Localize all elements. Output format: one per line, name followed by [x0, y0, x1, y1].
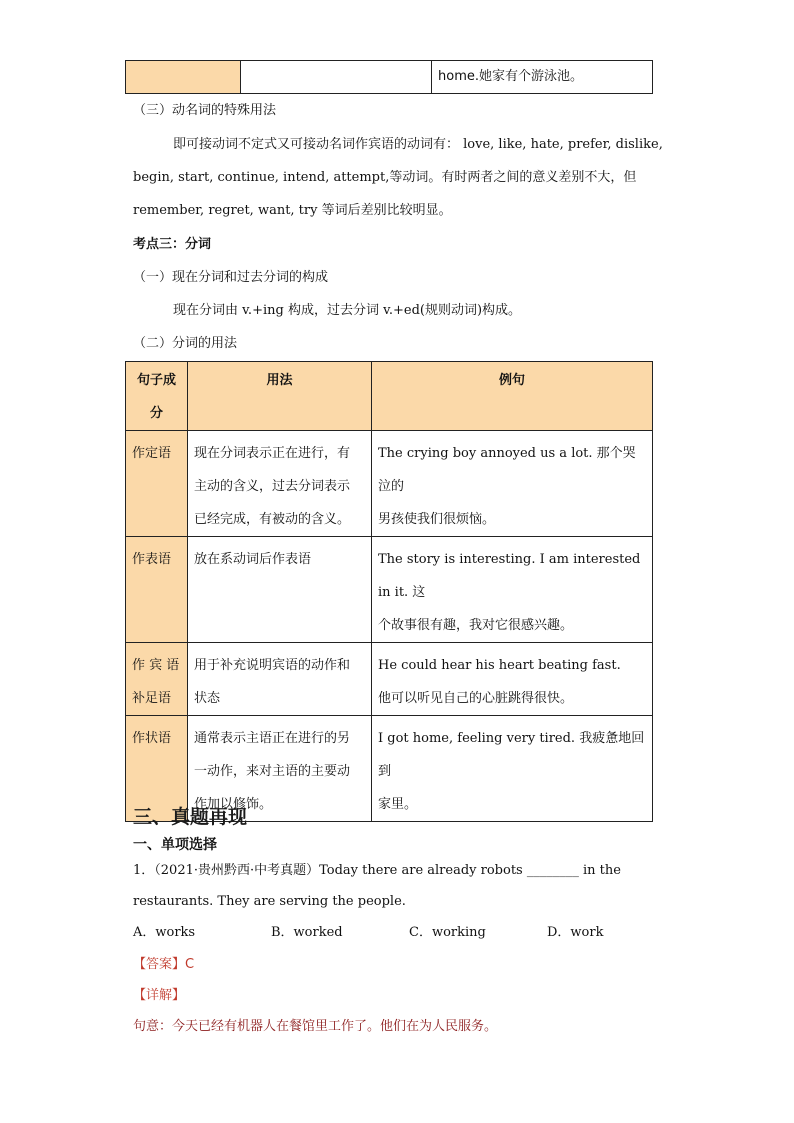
option-b: B．worked [271, 925, 343, 940]
answer-value: C [185, 957, 195, 972]
top-table [125, 60, 653, 94]
subheading-single-choice: 一、单项选择 [133, 837, 217, 853]
section-heading-gerund: （三）动名词的特殊用法 [133, 103, 277, 118]
sentence-meaning: 句意：今天已经有机器人在餐馆里工作了。他们在为人民服务。 [133, 1019, 498, 1034]
top-table-cell-1 [126, 61, 241, 94]
row-example: He could hear his heart beating fast. 他可以听见自己的心脏跳得很快。 [372, 643, 653, 716]
top-table-cell-2 [241, 61, 432, 94]
row-usage: 用于补充说明宾语的动作和 状态 [188, 643, 372, 716]
table-row [126, 431, 653, 537]
answer-row [133, 955, 194, 975]
point-heading: 考点三：分词 [133, 237, 212, 252]
row-role: 作状语 [126, 716, 188, 822]
paragraph-line-2: begin, start, continue, intend, attempt,等动词。有时两者之间的意义差别不大，但 [133, 170, 637, 185]
header-usage: 用法 [188, 362, 372, 431]
row-role: 作定语 [126, 431, 188, 537]
paragraph-line-1: 即可接动词不定式又可接动名词作宾语的动词有： love, like, hate, prefer, dislike, [173, 137, 663, 152]
usage-table [125, 361, 653, 822]
usage-table-header-row [126, 362, 653, 431]
section-heading-real-exam: 三、真题再现 [133, 806, 248, 828]
row-usage: 通常表示主语正在进行的另 一动作，来对主语的主要动 作加以修饰。 [188, 716, 372, 822]
row-usage: 现在分词表示正在进行，有 主动的含义，过去分词表示 已经完成，有被动的含义。 [188, 431, 372, 537]
table-row [126, 537, 653, 643]
row-example: The story is interesting. I am interested in it. 这 个故事很有趣，我对它很感兴趣。 [372, 537, 653, 643]
question-line-1: 1．（2021·贵州黔西·中考真题）Today there are already robots ________ in the [133, 863, 621, 878]
row-role: 作表语 [126, 537, 188, 643]
formation-text: 现在分词由 v.+ing 构成，过去分词 v.+ed(规则动词)构成。 [173, 303, 522, 318]
option-d: D．work [547, 925, 604, 940]
option-a: A．works [133, 925, 196, 940]
row-example: I got home, feeling very tired. 我疲惫地回到 家里。 [372, 716, 653, 822]
row-usage: 放在系动词后作表语 [188, 537, 372, 643]
paragraph-line-3: remember, regret, want, try 等词后差别比较明显。 [133, 203, 452, 218]
sub-heading-formation: （一）现在分词和过去分词的构成 [133, 270, 329, 285]
detail-label: 【详解】 [133, 988, 186, 1003]
header-role: 句子成 分 [126, 362, 188, 431]
table-row [126, 643, 653, 716]
row-role: 作 宾 语 补足语 [126, 643, 188, 716]
row-example: The crying boy annoyed us a lot. 那个哭泣的 男孩使我们很烦恼。 [372, 431, 653, 537]
header-example: 例句 [372, 362, 653, 431]
top-table-text: home.她家有个游泳池。 [438, 69, 583, 84]
option-c: C．working [409, 925, 486, 940]
top-table-cell-3 [432, 61, 653, 94]
sub-heading-usage: （二）分词的用法 [133, 336, 238, 351]
answer-label: 【答案】 [133, 957, 186, 972]
question-line-2: restaurants. They are serving the people. [133, 894, 406, 909]
